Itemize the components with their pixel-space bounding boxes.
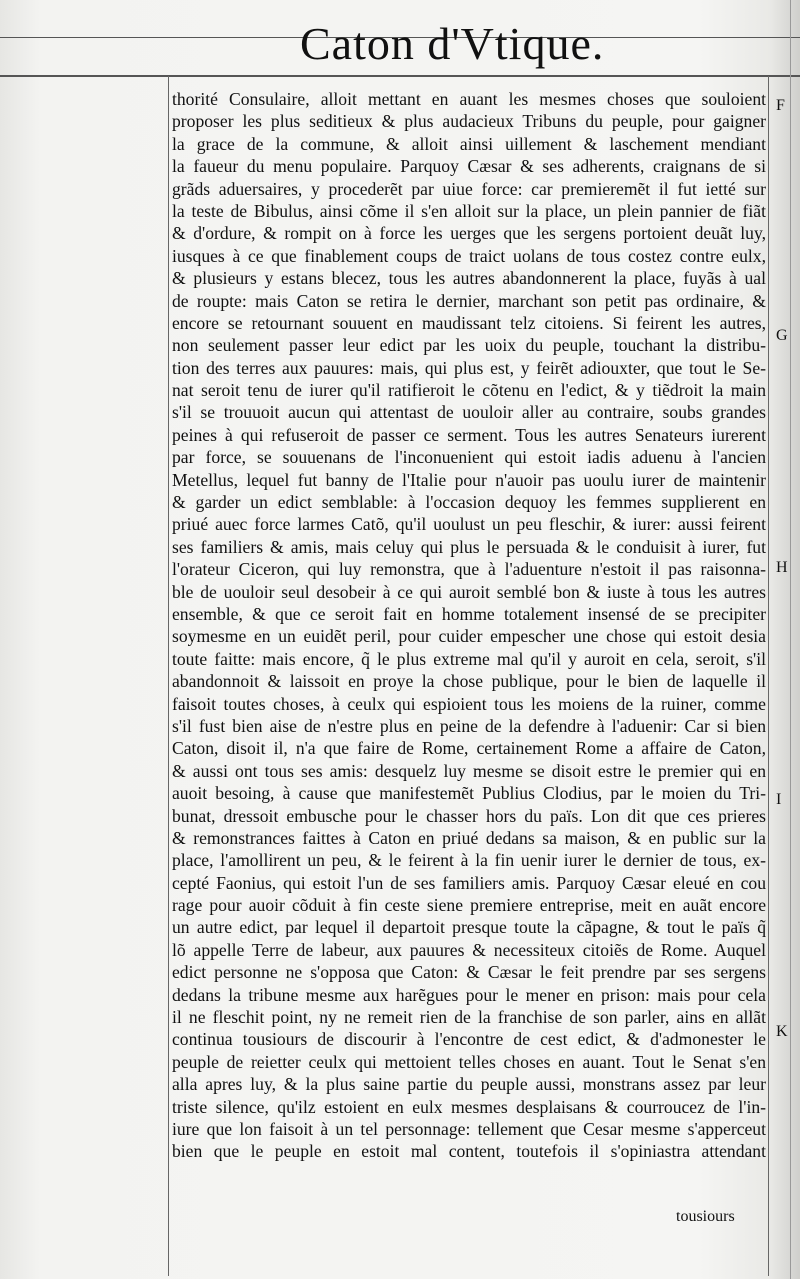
text-line: Caton, disoit il, n'a que faire de Rome, certainement Rome a affaire de Caton, xyxy=(172,738,766,759)
left-margin-rule xyxy=(168,76,169,1276)
margin-letter-i: I xyxy=(776,791,782,808)
text-line: la faueur du menu populaire. Parquoy Cæsar & ses adherents, craignans de si xyxy=(172,156,766,177)
text-line: non seulement passer leur edict par les uoix du peuple, touchant la distribu- xyxy=(172,335,766,356)
text-line: peuple de reietter ceulx qui mettoient telles choses en auant. Tout le Senat s'en xyxy=(172,1051,766,1072)
text-line: ses familiers & amis, mais celuy qui plus le persuada & le conduisit à iurer, fut xyxy=(172,536,766,557)
text-line: faisoit toutes choses, à ceulx qui espioient tous les moiens de la ruiner, comme xyxy=(172,693,766,714)
text-line: abandonnoit & laissoit en proye la chose publique, pour le bien de laquelle il xyxy=(172,671,766,692)
text-line: la grace de la commune, & alloit ainsi uillement & laschement mendiant xyxy=(172,133,766,154)
margin-letter-k: K xyxy=(776,1023,788,1040)
text-line: peines à qui refuseroit de passer ce serment. Tous les autres Senateurs iurerent xyxy=(172,424,766,445)
text-line: alla apres luy, & la plus saine partie du peuple aussi, monstrans assez par leur xyxy=(172,1074,766,1095)
text-line: cepté Faonius, qui estoit l'un de ses familiers amis. Parquoy Cæsar eleué en cou xyxy=(172,872,766,893)
text-line: ensemble, & que ce seroit fait en homme totalement insensé de se precipiter xyxy=(172,603,766,624)
text-line: & remonstrances faittes à Caton en priué dedans sa maison, & en public sur la xyxy=(172,827,766,848)
margin-letter-f: F xyxy=(776,97,785,114)
text-line: Metellus, lequel fut banny de l'Italie pour n'auoir pas uoulu iurer de maintenir xyxy=(172,469,766,490)
catchword: tousiours xyxy=(676,1208,735,1225)
text-line: place, l'amollirent un peu, & le feirent à la fin uenir iurer le dernier de tous, ex- xyxy=(172,850,766,871)
text-line: priué auec force larmes Catõ, qu'il uoulust un peu fleschir, & iurer: aussi feirent xyxy=(172,514,766,535)
header-rule xyxy=(0,75,800,77)
text-line: proposer les plus seditieux & plus audacieux Tribuns du peuple, pour gaigner xyxy=(172,111,766,132)
text-line: tion des terres aux pauures: mais, qui plus est, y feirẽt adiouxter, que tout le Se- xyxy=(172,357,766,378)
text-line: & garder un edict semblable: à l'occasion dequoy les femmes supplierent en xyxy=(172,492,766,513)
text-line: ble de uouloir seul desobeir à ce qui auroit semblé bon & iuste à tous les autres xyxy=(172,581,766,602)
text-line: & plusieurs y estans blecez, tous les autres abandonnerent la place, fuyãs à ual xyxy=(172,268,766,289)
right-margin-rule xyxy=(768,76,769,1276)
text-line: thorité Consulaire, alloit mettant en auant les mesmes choses que souloient xyxy=(172,89,766,109)
text-line: triste silence, qu'ilz estoient en eulx mesmes desplaisans & courroucez de l'in- xyxy=(172,1096,766,1117)
text-line: de roupte: mais Caton se retira le dernier, marchant son petit pas ordinaire, & xyxy=(172,290,766,311)
text-line: un autre edict, par lequel il departoit presque toute la cãpagne, & tout le païs q̃ xyxy=(172,917,766,938)
margin-letter-h: H xyxy=(776,559,788,576)
text-line: continua tousiours de discourir à l'encontre de cest edict, & d'admonester le xyxy=(172,1029,766,1050)
text-line: & d'ordure, & rompit on à force les uerges que les sergens portoient deuãt luy, xyxy=(172,223,766,244)
text-line: la teste de Bibulus, ainsi cõme il s'en alloit sur la place, un plein pannier de fiãt xyxy=(172,200,766,221)
text-line: soymesme en un euidẽt peril, pour cuider empescher une chose qui estoit desia xyxy=(172,626,766,647)
text-line: iusques à ce que finablement coups de traict uolans de tous costez contre eulx, xyxy=(172,245,766,266)
text-line: par force, se souuenans de l'inconuenient qui estoit iadis aduenu à l'ancien xyxy=(172,447,766,468)
text-line: nat seroit tenu de iurer qu'il ratifieroit le cõtenu en l'edict, & y tiẽdroit la main xyxy=(172,380,766,401)
text-line: s'il se trouuoit aucun qui attentast de uouloir aller au contraire, soubs grandes xyxy=(172,402,766,423)
text-line: rage pour auoir cõduit à fin ceste siene premiere entreprise, meit en auãt encore xyxy=(172,895,766,916)
text-line: auoit besoing, à cause que manifestemẽt Publius Clodius, par le moien du Tri- xyxy=(172,783,766,804)
text-line: bunat, dressoit embusche pour le chasser hors du païs. Lon dit que ces prieres xyxy=(172,805,766,826)
running-head: Caton d'Vtique. xyxy=(300,18,605,69)
text-line: edict personne ne s'opposa que Caton: & Cæsar le feit prendre par ses sergens xyxy=(172,962,766,983)
text-line: encore se retournant souuent en maudissant telz citoiens. Si feirent les autres, xyxy=(172,312,766,333)
body-text xyxy=(172,88,766,1163)
text-line: lõ appelle Terre de labeur, aux pauures & necessiteux citoiẽs de Rome. Auquel xyxy=(172,939,766,960)
text-line: il ne fleschit point, ny ne remeit rien de la franchise de son parler, ains en allãt xyxy=(172,1007,766,1028)
text-line: & aussi ont tous ses amis: desquelz luy mesme se disoit estre le premier qui en xyxy=(172,760,766,781)
text-line: toute faitte: mais encore, q̃ le plus extreme mal qu'il y auroit en cela, seroit, s'il xyxy=(172,648,766,669)
text-line: l'orateur Ciceron, qui luy remonstra, que à l'aduenture n'estoit il pas raisonna- xyxy=(172,559,766,580)
page-edge xyxy=(790,0,791,1279)
text-line: bien que le peuple en estoit mal content, toutefois il s'opiniastra attendant xyxy=(172,1141,766,1162)
text-line: grãds aduersaires, y procederẽt par uiue force: car premieremẽt il fut ietté sur xyxy=(172,178,766,199)
text-line: iure que lon faisoit à un tel personnage: tellement que Cesar mesme s'apperceut xyxy=(172,1118,766,1139)
text-line: dedans la tribune mesme aux harẽgues pour le mener en prison: mais pour cela xyxy=(172,984,766,1005)
text-line: s'il fust bien aise de n'estre plus en peine de la defendre à l'aduenir: Car si bien xyxy=(172,715,766,736)
margin-letter-g: G xyxy=(776,327,788,344)
